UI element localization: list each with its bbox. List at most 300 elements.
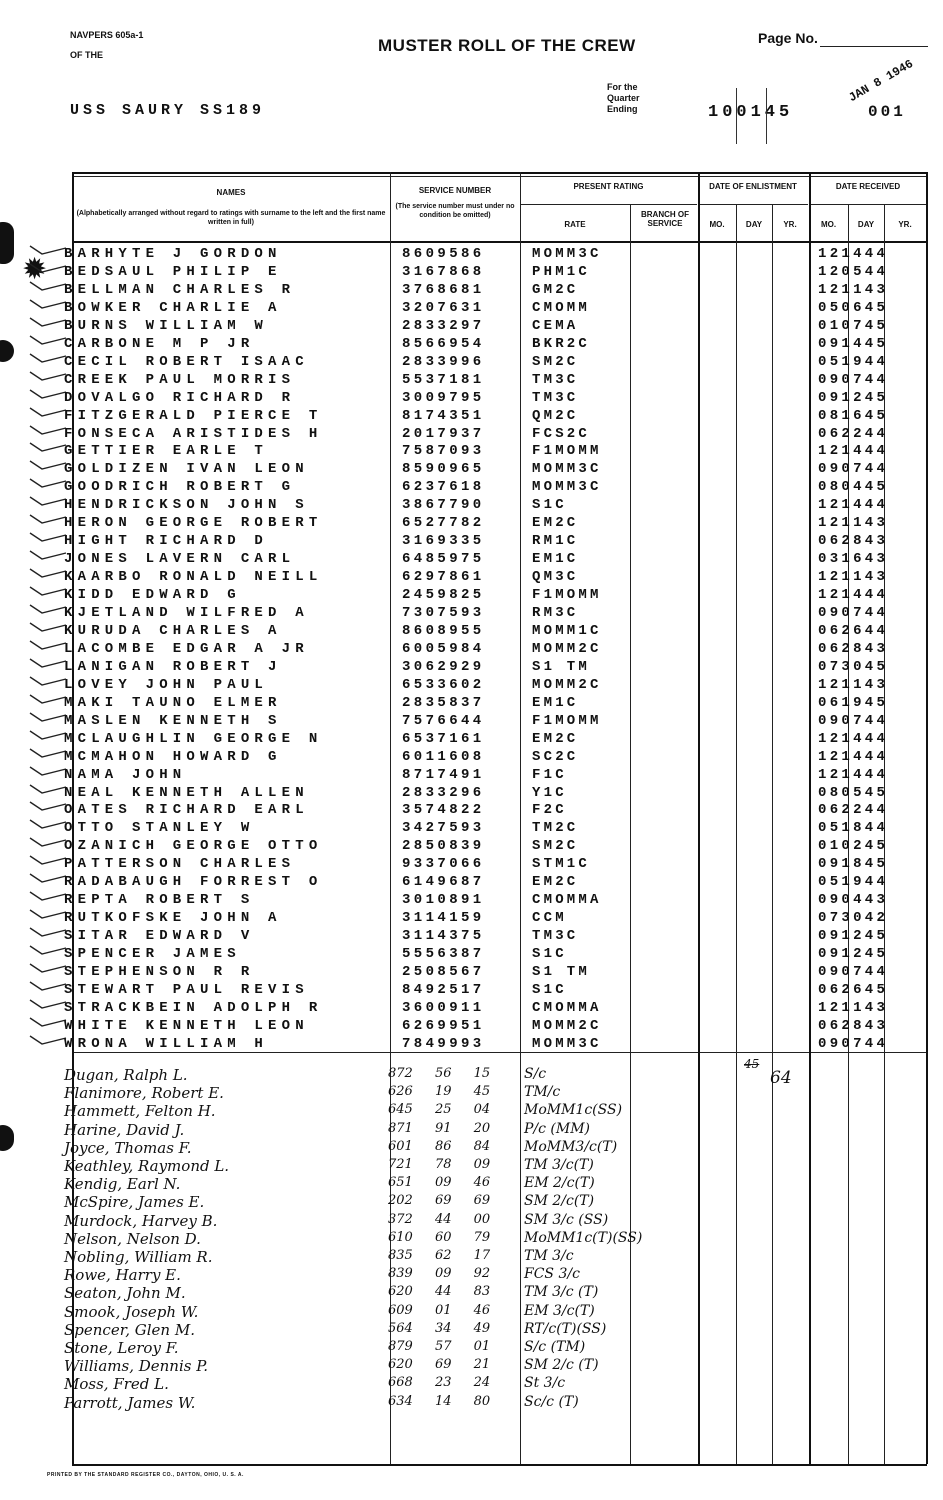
check-mark xyxy=(28,244,68,258)
handwritten-rate: MoMM1c(SS) xyxy=(524,1102,623,1119)
check-mark xyxy=(28,926,68,940)
handwritten-row xyxy=(64,1248,927,1266)
service-number: 3062929 xyxy=(402,658,485,675)
date-enlistment-header: DATE OF ENLISTMENT xyxy=(709,182,797,191)
handwritten-name: Williams, Dennis P. xyxy=(64,1357,209,1376)
service-number: 7849993 xyxy=(402,1035,485,1052)
handwritten-rate: P/c (MM) xyxy=(524,1120,591,1137)
enlist-yr-header: YR. xyxy=(783,220,797,229)
handwritten-service-number: 634 14 80 xyxy=(388,1393,491,1409)
service-number: 6527782 xyxy=(402,515,485,532)
handwritten-rate: EM 3/c(T) xyxy=(524,1302,595,1319)
crew-row xyxy=(64,783,927,801)
asterisk-mark: ✹ xyxy=(22,253,48,286)
date-received: 061945 xyxy=(818,694,889,711)
handwritten-row xyxy=(64,1138,927,1157)
handwritten-name: Moss, Fred L. xyxy=(64,1375,169,1394)
rate: CMOMMA xyxy=(532,892,602,909)
crew-row xyxy=(64,729,927,747)
date-received: 062244 xyxy=(818,802,889,819)
service-number: 5537181 xyxy=(402,371,485,388)
date-received: 090744 xyxy=(818,1035,889,1052)
rate: MOMM3C xyxy=(532,461,602,478)
handwritten-service-number: 721 78 09 xyxy=(388,1157,491,1172)
crew-row xyxy=(64,980,927,998)
date-received: 062645 xyxy=(818,981,889,998)
crew-row xyxy=(64,370,927,388)
crew-row xyxy=(64,621,927,639)
check-mark xyxy=(28,747,68,761)
check-mark xyxy=(28,675,68,689)
service-number: 3114375 xyxy=(402,928,485,945)
rate: EM1C xyxy=(532,551,579,568)
service-number: 2459825 xyxy=(402,587,485,604)
crew-row xyxy=(64,908,927,927)
service-number: 3009795 xyxy=(402,389,485,406)
crew-row xyxy=(64,765,927,783)
crew-name: RADABAUGH FORREST O xyxy=(64,874,323,891)
handwritten-row xyxy=(64,1375,927,1394)
rate: MOMM1C xyxy=(532,622,602,639)
crew-row xyxy=(64,513,927,532)
handwritten-rate: FCS 3/c xyxy=(524,1266,580,1283)
rate: CMOMM xyxy=(532,299,591,316)
crew-name: HENDRICKSON JOHN S xyxy=(64,497,309,514)
crew-name: WRONA WILLIAM H xyxy=(64,1035,269,1052)
crew-row xyxy=(64,262,927,280)
service-number: 8609586 xyxy=(402,246,485,262)
handwritten-service-number: 879 57 01 xyxy=(388,1339,491,1354)
date-received: 090744 xyxy=(818,371,889,388)
rate: MOMM3C xyxy=(532,246,602,262)
handwritten-rate: S/c (TM) xyxy=(524,1339,586,1355)
printer-imprint: PRINTED BY THE STANDARD REGISTER CO., DAYTON, OHIO, U. S. A. xyxy=(47,1472,244,1478)
handwritten-service-number: 372 44 00 xyxy=(388,1211,491,1227)
handwritten-name: Dugan, Ralph L. xyxy=(64,1066,188,1084)
recv-day-header: DAY xyxy=(857,220,875,229)
date-received: 090744 xyxy=(818,964,889,980)
page-number-line xyxy=(820,46,928,47)
rate: MOMM2C xyxy=(532,640,602,657)
date-received: 050645 xyxy=(818,299,889,316)
service-number: 2017937 xyxy=(402,425,485,442)
date-received: 090744 xyxy=(818,461,889,478)
handwritten-service-number: 645 25 04 xyxy=(388,1102,491,1118)
present-rating-header: PRESENT RATING xyxy=(573,182,644,191)
handwritten-rate: MoMM1c(T)(SS) xyxy=(524,1229,643,1246)
crew-name: BARHYTE J GORDON xyxy=(64,246,282,262)
handwritten-row xyxy=(64,1302,927,1321)
rate: RM1C xyxy=(532,533,579,550)
crew-name: PATTERSON CHARLES xyxy=(64,856,296,873)
date-received: 062644 xyxy=(818,622,889,639)
handwritten-service-number: 871 91 20 xyxy=(388,1120,491,1136)
crew-name: CECIL ROBERT ISAAC xyxy=(64,353,309,370)
handwritten-name: Nobling, William R. xyxy=(64,1248,213,1266)
handwritten-name: Murdock, Harvey B. xyxy=(64,1211,218,1230)
rate: S1C xyxy=(532,981,567,998)
date-received: 121143 xyxy=(818,281,889,298)
handwritten-service-number: 626 19 45 xyxy=(388,1084,491,1100)
rate: RM3C xyxy=(532,605,579,621)
names-header: NAMES xyxy=(216,188,246,197)
binding-mark xyxy=(0,222,14,264)
check-mark xyxy=(28,980,68,994)
rate: TM3C xyxy=(532,389,579,406)
check-mark xyxy=(28,388,68,402)
crew-name: DOVALGO RICHARD R xyxy=(64,389,296,406)
handwritten-rate: St 3/c xyxy=(524,1375,566,1392)
service-number: 2508567 xyxy=(402,964,485,980)
crew-row xyxy=(64,495,927,514)
punch-hole xyxy=(0,340,14,362)
crew-name: MASLEN KENNETH S xyxy=(64,712,282,729)
received-stamp: JAN 8 1946 xyxy=(846,56,916,106)
check-mark xyxy=(28,459,68,473)
handwritten-service-number: 609 01 46 xyxy=(388,1302,491,1318)
rate: EM2C xyxy=(532,515,579,532)
crew-name: NAMA JOHN xyxy=(64,766,187,783)
crew-row xyxy=(64,406,927,424)
service-number-header: SERVICE NUMBER xyxy=(418,186,492,195)
crew-row xyxy=(64,944,927,963)
handwritten-service-number: 668 23 24 xyxy=(388,1375,491,1391)
date-received: 121143 xyxy=(818,569,889,586)
check-mark xyxy=(28,998,68,1012)
rate: QM2C xyxy=(532,407,579,424)
crew-row xyxy=(64,603,927,621)
crew-row xyxy=(64,836,927,855)
handwritten-rate: TM 3/c(T) xyxy=(524,1157,594,1173)
date-received: 121444 xyxy=(818,497,889,514)
handwritten-row xyxy=(64,1120,927,1139)
rate: PHM1C xyxy=(532,263,591,280)
service-number: 8566954 xyxy=(402,335,485,352)
date-divider xyxy=(766,88,767,144)
service-number: 6485975 xyxy=(402,551,485,568)
crew-name: KJETLAND WILFRED A xyxy=(64,605,309,621)
date-received: 031643 xyxy=(818,551,889,568)
date-received: 121444 xyxy=(818,246,889,262)
check-mark xyxy=(28,567,68,581)
rate: MOMM3C xyxy=(532,1035,602,1052)
service-number: 3114159 xyxy=(402,910,485,927)
rate: SC2C xyxy=(532,748,579,765)
check-mark xyxy=(28,944,68,958)
service-number: 3600911 xyxy=(402,999,485,1016)
crew-row xyxy=(64,477,927,496)
crew-name: GETTIER EARLE T xyxy=(64,443,269,460)
handwritten-rate: SM 2/c(T) xyxy=(524,1193,595,1210)
crew-name: MCMAHON HOWARD G xyxy=(64,748,282,765)
handwritten-name: Stone, Leroy F. xyxy=(64,1339,179,1357)
handwritten-row xyxy=(64,1284,927,1303)
date-received: 051944 xyxy=(818,353,889,370)
service-number: 8590965 xyxy=(402,461,485,478)
date-received: 062843 xyxy=(818,533,889,550)
handwritten-name: Smook, Joseph W. xyxy=(64,1302,199,1321)
check-mark xyxy=(28,729,68,743)
check-mark xyxy=(28,657,68,671)
crew-row xyxy=(64,549,927,568)
service-number: 8174351 xyxy=(402,407,485,424)
service-number: 7587093 xyxy=(402,443,485,460)
crew-row xyxy=(64,675,927,693)
check-mark xyxy=(28,711,68,725)
check-mark xyxy=(28,334,68,348)
crew-row xyxy=(64,962,927,980)
page-number-label: Page No. xyxy=(758,30,818,46)
check-mark xyxy=(28,513,68,527)
rate: F1MOMM xyxy=(532,443,602,460)
handwritten-row xyxy=(64,1266,927,1285)
handwritten-row xyxy=(64,1229,927,1248)
crew-name: HERON GEORGE ROBERT xyxy=(64,515,323,532)
check-mark xyxy=(28,1034,68,1048)
date-received: 062843 xyxy=(818,1017,889,1034)
check-mark xyxy=(28,1016,68,1030)
rate: CMOMMA xyxy=(532,999,602,1016)
check-mark xyxy=(28,585,68,599)
struck-count: 45 xyxy=(744,1057,760,1071)
check-mark xyxy=(28,854,68,868)
crew-row xyxy=(64,711,927,729)
crew-name: OATES RICHARD EARL xyxy=(64,802,309,819)
crew-name: LANIGAN ROBERT J xyxy=(64,658,282,675)
date-received: 051944 xyxy=(818,874,889,891)
service-number: 3574822 xyxy=(402,802,485,819)
branch-header: BRANCH OF SERVICE xyxy=(641,210,689,228)
date-received: 010245 xyxy=(818,838,889,855)
rate: QM3C xyxy=(532,569,579,586)
crew-row xyxy=(64,352,927,370)
crew-name: SITAR EDWARD V xyxy=(64,928,255,945)
handwritten-count: 64 xyxy=(770,1068,792,1088)
crew-row xyxy=(64,567,927,586)
crew-name: LOVEY JOHN PAUL xyxy=(64,676,269,693)
service-number: 6533602 xyxy=(402,676,485,693)
rate: TM3C xyxy=(532,371,579,388)
handwritten-rate: TM 3/c (T) xyxy=(524,1284,599,1301)
date-received: 121444 xyxy=(818,766,889,783)
crew-name: OZANICH GEORGE OTTO xyxy=(64,838,323,855)
check-mark xyxy=(28,765,68,779)
crew-row xyxy=(64,926,927,945)
crew-name: STRACKBEIN ADOLPH R xyxy=(64,999,323,1016)
crew-row xyxy=(64,747,927,765)
rate: MOMM2C xyxy=(532,1017,602,1034)
handwritten-service-number: 620 69 21 xyxy=(388,1357,491,1373)
service-number: 8608955 xyxy=(402,622,485,639)
service-number: 6237618 xyxy=(402,479,485,496)
date-received: 121444 xyxy=(818,587,889,604)
handwritten-row xyxy=(64,1393,927,1412)
crew-row xyxy=(64,1016,927,1034)
service-number: 3867790 xyxy=(402,497,485,514)
date-received: 051844 xyxy=(818,820,889,837)
crew-row xyxy=(64,693,927,711)
crew-name: FONSECA ARISTIDES H xyxy=(64,425,323,442)
service-number: 3427593 xyxy=(402,820,485,837)
date-received: 062244 xyxy=(818,425,889,442)
handwritten-row xyxy=(64,1357,927,1376)
service-number: 2835837 xyxy=(402,694,485,711)
rate: STM1C xyxy=(532,856,591,873)
service-number: 3207631 xyxy=(402,299,485,316)
handwritten-row xyxy=(64,1157,927,1175)
handwritten-name: Flanimore, Robert E. xyxy=(64,1084,224,1103)
handwritten-name: Nelson, Nelson D. xyxy=(64,1229,201,1248)
punch-hole xyxy=(0,1125,14,1151)
check-mark xyxy=(28,783,68,797)
crew-row xyxy=(64,298,927,316)
rate: BKR2C xyxy=(532,335,591,352)
date-received: 121143 xyxy=(818,676,889,693)
crew-name: BURNS WILLIAM W xyxy=(64,317,269,334)
form-number: NAVPERS 605a-1 xyxy=(70,30,144,40)
service-number: 6537161 xyxy=(402,730,485,747)
quarter-ending-label: For the Quarter Ending xyxy=(607,82,640,114)
rate: F1C xyxy=(532,766,567,783)
date-received: 010745 xyxy=(818,317,889,334)
handwritten-row xyxy=(64,1339,927,1357)
names-subheader: (Alphabetically arranged without regard to ratings with surname to the left and the first name written in full) xyxy=(76,210,386,226)
crew-name: CARBONE M P JR xyxy=(64,335,255,352)
rate: F1MOMM xyxy=(532,587,602,604)
stamp-page-number: 001 xyxy=(868,103,906,121)
handwritten-service-number: 872 56 15 xyxy=(388,1066,491,1081)
date-divider xyxy=(736,88,737,144)
check-mark xyxy=(28,603,68,617)
rate: MOMM2C xyxy=(532,676,602,693)
handwritten-name: McSpire, James E. xyxy=(64,1193,205,1212)
service-number: 9337066 xyxy=(402,856,485,873)
handwritten-rate: SM 3/c (SS) xyxy=(524,1211,609,1228)
handwritten-row xyxy=(64,1320,927,1339)
date-received: 121444 xyxy=(818,443,889,460)
date-received: 091245 xyxy=(818,946,889,963)
crew-name: STEWART PAUL REVIS xyxy=(64,981,309,998)
crew-row xyxy=(64,585,927,604)
of-the-label: OF THE xyxy=(70,50,103,60)
rate: Y1C xyxy=(532,784,567,801)
check-mark xyxy=(28,549,68,563)
check-mark xyxy=(28,441,68,455)
check-mark xyxy=(28,962,68,976)
crew-name: STEPHENSON R R xyxy=(64,964,255,980)
crew-row xyxy=(64,998,927,1016)
handwritten-service-number: 835 62 17 xyxy=(388,1248,491,1263)
check-mark xyxy=(28,352,68,366)
handwritten-row xyxy=(64,1084,927,1103)
service-number: 7576644 xyxy=(402,712,485,729)
check-mark xyxy=(28,908,68,922)
recv-mo-header: MO. xyxy=(820,220,837,229)
service-number: 8492517 xyxy=(402,981,485,998)
rate-header: RATE xyxy=(564,220,586,229)
service-number: 8717491 xyxy=(402,766,485,783)
handwritten-service-number: 620 44 83 xyxy=(388,1284,491,1300)
handwritten-rate: S/c xyxy=(524,1066,547,1082)
crew-name: BEDSAUL PHILIP E xyxy=(64,263,282,280)
handwritten-name: Parrott, James W. xyxy=(64,1393,196,1412)
date-received-header: DATE RECEIVED xyxy=(835,182,901,191)
date-received: 081645 xyxy=(818,407,889,424)
rate: F2C xyxy=(532,802,567,819)
handwritten-service-number: 651 09 46 xyxy=(388,1175,491,1191)
check-mark xyxy=(28,280,68,294)
service-number: 6149687 xyxy=(402,874,485,891)
date-received: 090443 xyxy=(818,892,889,909)
crew-row xyxy=(64,441,927,460)
crew-row xyxy=(64,459,927,478)
handwritten-service-number: 564 34 49 xyxy=(388,1320,491,1336)
rate: TM2C xyxy=(532,820,579,837)
handwritten-service-number: 601 86 84 xyxy=(388,1138,491,1154)
crew-name: NEAL KENNETH ALLEN xyxy=(64,784,309,801)
handwritten-rate: Sc/c (T) xyxy=(524,1393,579,1410)
crew-name: LACOMBE EDGAR A JR xyxy=(64,640,309,657)
rate: FCS2C xyxy=(532,425,591,442)
service-number: 2833996 xyxy=(402,353,485,370)
service-number: 3167868 xyxy=(402,263,485,280)
date-received: 073042 xyxy=(818,910,889,927)
crew-row xyxy=(64,639,927,657)
handwritten-row xyxy=(64,1211,927,1230)
form-title: MUSTER ROLL OF THE CREW xyxy=(378,36,636,55)
crew-row xyxy=(64,316,927,334)
rate: SM2C xyxy=(532,353,579,370)
handwritten-name: Seaton, John M. xyxy=(64,1284,186,1303)
crew-row xyxy=(64,1034,927,1052)
check-mark xyxy=(28,298,68,312)
handwritten-row xyxy=(64,1175,927,1194)
check-mark xyxy=(28,890,68,904)
crew-row xyxy=(64,872,927,891)
date-received: 090744 xyxy=(818,605,889,621)
date-received: 080545 xyxy=(818,784,889,801)
service-number: 5556387 xyxy=(402,946,485,963)
date-received: 091245 xyxy=(818,389,889,406)
handwritten-row xyxy=(64,1193,927,1212)
handwritten-service-number: 202 69 69 xyxy=(388,1193,491,1209)
check-mark xyxy=(28,836,68,850)
crew-row xyxy=(64,657,927,675)
crew-row xyxy=(64,424,927,442)
service-number: 6269951 xyxy=(402,1017,485,1034)
check-mark xyxy=(28,639,68,653)
service-number: 2833297 xyxy=(402,317,485,334)
handwritten-name: Joyce, Thomas F. xyxy=(64,1138,192,1157)
rate: S1 TM xyxy=(532,964,591,980)
handwritten-rate: RT/c(T)(SS) xyxy=(524,1320,607,1337)
crew-row xyxy=(64,890,927,909)
service-number: 6297861 xyxy=(402,569,485,586)
rate: CCM xyxy=(532,910,567,927)
handwritten-rate: TM 3/c xyxy=(524,1248,574,1264)
rate: SM2C xyxy=(532,838,579,855)
enlist-day-header: DAY xyxy=(745,220,763,229)
handwritten-name: Keathley, Raymond L. xyxy=(64,1157,230,1175)
rate: EM2C xyxy=(532,874,579,891)
crew-row xyxy=(64,244,927,262)
service-number: 2833296 xyxy=(402,784,485,801)
check-mark xyxy=(28,531,68,545)
rate: S1C xyxy=(532,946,567,963)
rate: GM2C xyxy=(532,281,579,298)
handwritten-name: Spencer, Glen M. xyxy=(64,1320,195,1339)
rate: EM1C xyxy=(532,694,579,711)
